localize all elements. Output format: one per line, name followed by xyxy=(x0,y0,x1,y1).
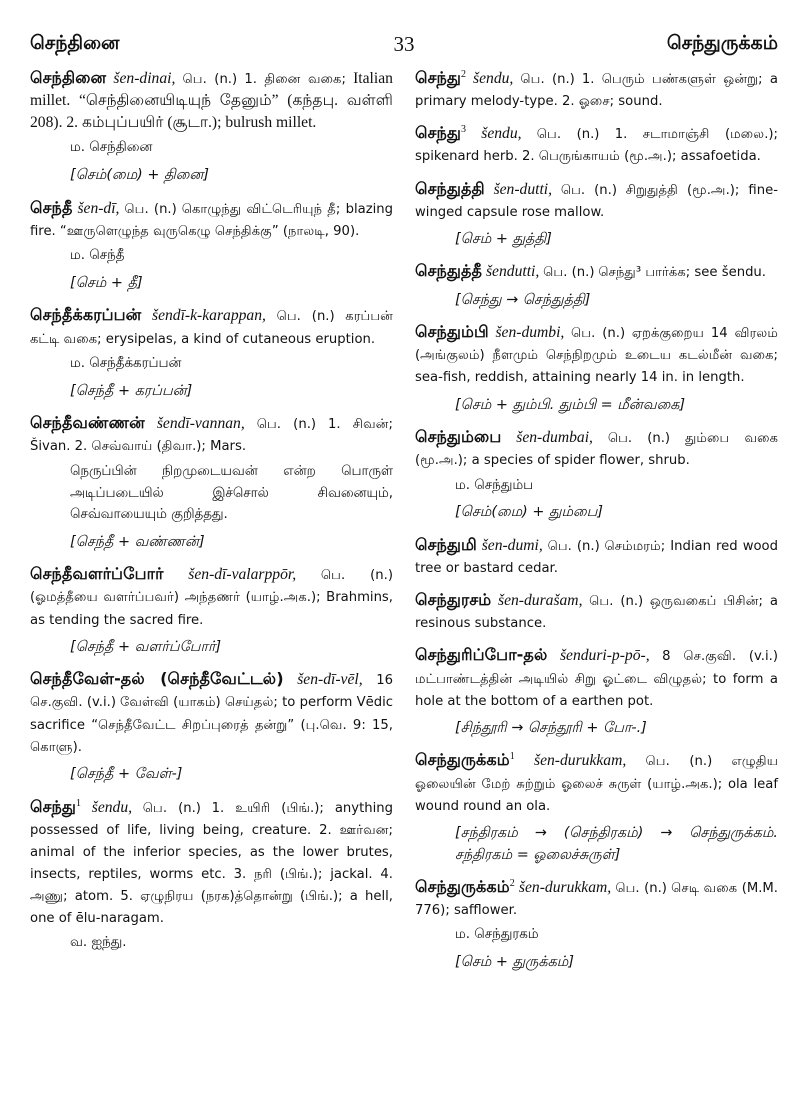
entry-transliteration: šendutti, xyxy=(485,263,540,281)
entry-part-of-speech: பெ. (n.) xyxy=(182,72,238,87)
entry-definition xyxy=(415,66,778,112)
dictionary-entry xyxy=(415,66,778,112)
entry-meaning: செடி வகை (M.M. 776); safflower. xyxy=(415,881,778,919)
entry-transliteration: šen-durukkam, xyxy=(534,752,627,770)
dictionary-entry xyxy=(30,196,393,295)
entry-meaning-continued: Italian millet. “செந்தினையிடியுந் தேனும்” (கந்தபு. வள்ளி 208). 2. கம்புப்பயிர் (சூடா.); bulrush millet. xyxy=(30,70,393,132)
entry-etymology: [செந்தீ + வளர்ப்போர்] xyxy=(70,638,222,655)
entry-etymology: [செம் + துருக்கம்] xyxy=(455,954,574,971)
entry-transliteration: šen-dinai, xyxy=(113,70,176,87)
dictionary-entry xyxy=(415,875,778,974)
entry-headword: செந்துருக்கம் xyxy=(415,750,510,770)
dictionary-entry xyxy=(415,121,778,167)
entry-headword: செந்தினை xyxy=(30,68,107,87)
entry-part-of-speech: பெ. (n.) xyxy=(276,309,335,325)
entry-definition xyxy=(415,425,778,471)
entry-transliteration: šen-dutti, xyxy=(493,180,553,198)
entry-headword: செந்து xyxy=(30,796,76,816)
entry-etymology: [செந்து → செந்துத்தி] xyxy=(455,291,591,308)
dictionary-entry xyxy=(415,643,778,739)
entry-definition xyxy=(30,795,393,930)
entry-meaning: (ஓமத்தீயை வளர்ப்பவர்) அந்தணர் (யாழ்.அக.); Brahmins, as tending the sacred fire. xyxy=(30,590,393,628)
entry-cognate: ம. செந்தும்ப xyxy=(455,477,534,493)
entry-part-of-speech: பெ. (n.) xyxy=(560,182,617,198)
entry-headword: செந்தீவளர்ப்போர் xyxy=(30,564,164,584)
dictionary-entry xyxy=(415,425,778,524)
entry-transliteration: šen-dumbi, xyxy=(495,324,565,342)
entry-definition xyxy=(30,303,393,349)
entry-part-of-speech: பெ. (n.) xyxy=(142,800,201,816)
dictionary-entry xyxy=(415,533,778,579)
header-right-guideword: செந்துருக்கம் xyxy=(666,32,778,54)
entry-part-of-speech: பெ. (n.) xyxy=(607,431,671,447)
dictionary-entry xyxy=(30,411,393,553)
dictionary-entry xyxy=(415,748,778,866)
dictionary-entry xyxy=(30,562,393,658)
entry-etymology: [செம் + துத்தி] xyxy=(455,230,552,247)
page-number: 33 xyxy=(393,32,415,56)
entry-cognate: ம. செந்தினை xyxy=(70,140,153,156)
dictionary-entry xyxy=(30,667,393,785)
header-left-guideword: செந்தினை xyxy=(30,32,120,54)
entry-transliteration: šendī-k-karappan, xyxy=(152,307,266,325)
entry-cognate: ம. செந்தீக்கரப்பன் xyxy=(70,355,182,371)
dictionary-entry xyxy=(415,177,778,251)
entry-etymology: [செந்தீ + வேள்-] xyxy=(70,765,183,782)
entry-part-of-speech: பெ. (n.) xyxy=(615,881,667,897)
page-header xyxy=(30,26,778,66)
entry-etymology: [செம் + தும்பி. தும்பி = மீன்வகை] xyxy=(455,396,686,413)
entry-part-of-speech: 8 செ.குவி. (v.i.) xyxy=(662,649,778,665)
entry-transliteration: šendu, xyxy=(481,125,522,143)
entry-definition xyxy=(415,177,778,223)
entry-part-of-speech: பெ. (n.) xyxy=(571,326,626,342)
entry-part-of-speech: பெ. (n.) xyxy=(547,538,600,554)
entry-definition xyxy=(415,259,778,283)
entry-headword: செந்தீக்கரப்பன் xyxy=(30,305,142,325)
entry-headword: செந்தீவண்ணன் xyxy=(30,413,145,433)
headword-superscript: 2 xyxy=(509,877,515,889)
entry-part-of-speech: பெ. (n.) xyxy=(645,754,713,770)
entry-definition xyxy=(30,562,393,630)
entry-part-of-speech: பெ. (n.) xyxy=(320,568,393,584)
entry-definition xyxy=(30,411,393,457)
entry-meaning: செந்து³ பார்க்க; see šendu. xyxy=(598,265,766,281)
entry-part-of-speech: பெ. (n.) xyxy=(589,594,644,610)
entry-etymology: [சந்திரகம் → (செந்திரகம்) → செந்துருக்கம். சந்திரகம் = ஓலைச்சுருள்] xyxy=(455,824,778,863)
entry-meaning: வேள்வி (யாகம்) செய்தல்; to perform Vēdic sacrifice “செந்தீவேட்ட சிறப்புரைத் தன்று” (பு.வெ. 9: 15, கொளு). xyxy=(30,695,394,755)
entry-transliteration: šen-dī-vēl, xyxy=(297,671,363,689)
entry-etymology: [செந்தீ + வண்ணன்] xyxy=(70,533,205,550)
entry-headword: செந்தும்பை xyxy=(415,427,502,447)
entry-meaning: 1. சடாமாஞ்சி (மலை.); spikenard herb. 2. பெருங்காயம் (மூ.அ.); assafoetida. xyxy=(415,127,778,165)
entry-definition xyxy=(30,196,393,242)
entry-meaning: மட்பாண்டத்தின் அடியில் சிறு ஓட்டை விழுதல்; to form a hole at the bottom of a earthen pot. xyxy=(415,671,778,709)
entry-meaning: சிறுதுத்தி (மூ.அ.); fine-winged capsule rose mallow. xyxy=(415,182,778,220)
entry-meaning: ஒருவகைப் பிசின்; a resinous substance. xyxy=(415,594,778,632)
dictionary-entry xyxy=(30,66,393,187)
entry-transliteration: šen-dumbai, xyxy=(516,429,593,447)
headword-superscript: 1 xyxy=(509,751,515,763)
headword-superscript: 2 xyxy=(461,68,466,80)
entry-transliteration: šendu, xyxy=(91,798,133,816)
entry-headword: செந்துரிப்போ-தல் xyxy=(415,645,548,665)
right-column xyxy=(415,66,778,983)
entry-definition xyxy=(415,875,778,921)
entry-headword: செந்தும்பி xyxy=(415,322,489,342)
entry-part-of-speech: பெ. (n.) xyxy=(536,127,600,143)
entry-headword: செந்துத்தீ xyxy=(415,261,483,281)
entry-definition xyxy=(415,748,778,816)
entry-part-of-speech: 16 செ.குவி. (v.i.) xyxy=(30,673,393,711)
headword-superscript: 1 xyxy=(76,797,81,809)
entry-headword: செந்துமி xyxy=(415,534,477,554)
dictionary-entry xyxy=(415,259,778,311)
entry-headword: செந்தீவேள்-தல் (செந்தீவேட்டல்) xyxy=(30,669,284,689)
entry-meaning: 1. உயிரி (பிங்.); anything possessed of life, living being, creature. 2. ஊர்வன; animal of the inferior species, as the lower brutes, insects, reptiles, worms etc. 3. நரி (பிங்.); jackal. 4. அணு; atom. 5. ஏழுநிரய (நரக)த்தொன்று (பிங்.); a hell, one of ēlu-naragam. xyxy=(30,800,394,927)
entry-headword: செந்து xyxy=(415,68,461,87)
entry-headword: செந்துத்தி xyxy=(415,178,485,198)
entry-meaning: 1. தினை வகை; xyxy=(244,72,346,87)
entry-transliteration: šenduri-p-pō-, xyxy=(559,647,650,665)
entry-headword: செந்துரசம் xyxy=(415,590,492,610)
entry-meaning: ஏறக்குறைய 14 விரலம் (அங்குலம்) நீளமும் செந்நிறமும் உடைய கடல்மீன் வகை; sea-fish, reddish, attaining nearly 14 in. in length. xyxy=(415,326,778,386)
entry-definition xyxy=(415,121,778,167)
entry-meaning: கொழுந்து விட்டெரியுந் தீ; blazing fire. “ஊருளெழுந்த வுருகெழு செந்திக்கு” (நாலடி, 90). xyxy=(30,201,394,239)
entry-definition xyxy=(30,667,393,758)
entry-definition xyxy=(415,533,778,579)
entry-headword: செந்துருக்கம் xyxy=(415,877,510,897)
entry-meaning: 1. சிவன்; Šivan. 2. செவ்வாய் (திவா.); Mars. xyxy=(30,417,393,455)
entry-note: நெருப்பின் நிறமுடையவன் என்ற பொருள் அடிப்படையில் இச்சொல் சிவனையும், செவ்வாயையும் குறித்தது. xyxy=(70,464,393,523)
entry-part-of-speech: பெ. (n.) xyxy=(543,265,595,281)
entry-part-of-speech: பெ. (n.) xyxy=(520,72,575,87)
entry-etymology: [செம்(மை) + தினை] xyxy=(70,167,209,184)
entry-transliteration: šendī-vannan, xyxy=(156,415,245,433)
entry-meaning: எழுதிய ஓலையின் மேற் சுற்றும் ஓலைச் சுருள் (யாழ்.அக.); ola leaf wound round an ola. xyxy=(415,754,779,814)
entry-headword: செந்து xyxy=(415,123,461,143)
entry-part-of-speech: பெ. (n.) xyxy=(124,201,177,217)
entry-part-of-speech: பெ. (n.) xyxy=(256,417,317,433)
entry-etymology: [செந்தீ + கரப்பன்] xyxy=(70,382,193,399)
entry-cognate: ம. செந்தீ xyxy=(70,248,125,264)
entry-headword: செந்தீ xyxy=(30,197,73,217)
dictionary-entry xyxy=(30,795,393,955)
entry-definition xyxy=(415,588,778,634)
headword-superscript: 3 xyxy=(461,124,466,136)
entry-etymology: [செம் + தீ] xyxy=(70,274,143,291)
entry-etymology: [சிந்தூரி → செந்தூரி + போ-.] xyxy=(455,719,647,736)
entry-definition xyxy=(30,66,393,134)
entry-etymology: [செம்(மை) + தும்பை] xyxy=(455,504,603,521)
entry-meaning: 1. பெரும் பண்களுள் ஒன்று; a primary melody-type. 2. ஓசை; sound. xyxy=(415,72,779,110)
entry-transliteration: šendu, xyxy=(473,70,514,87)
entry-transliteration: šen-durašam, xyxy=(498,592,583,610)
entry-transliteration: šen-dumi, xyxy=(481,536,543,554)
entry-definition xyxy=(415,320,778,388)
entry-meaning: செம்மரம்; Indian red wood tree or bastard cedar. xyxy=(415,538,778,577)
left-column xyxy=(30,66,393,983)
entry-transliteration: šen-durukkam, xyxy=(518,879,612,897)
entry-definition xyxy=(415,643,778,711)
dictionary-entry xyxy=(30,303,393,402)
dictionary-entry xyxy=(415,588,778,634)
entry-cognate: ம. செந்துரகம் xyxy=(455,927,539,943)
entry-meaning: தும்பை வகை (மூ.அ.); a species of spider flower, shrub. xyxy=(415,431,779,469)
entry-cognate: வ. ஐந்து. xyxy=(70,935,127,951)
entry-meaning: கரப்பன் கட்டி வகை; erysipelas, a kind of cutaneous eruption. xyxy=(30,309,393,347)
dictionary-entry xyxy=(415,320,778,416)
entry-transliteration: šen-dī, xyxy=(77,199,120,217)
entry-transliteration: šen-dī-valarppōr, xyxy=(188,566,297,584)
